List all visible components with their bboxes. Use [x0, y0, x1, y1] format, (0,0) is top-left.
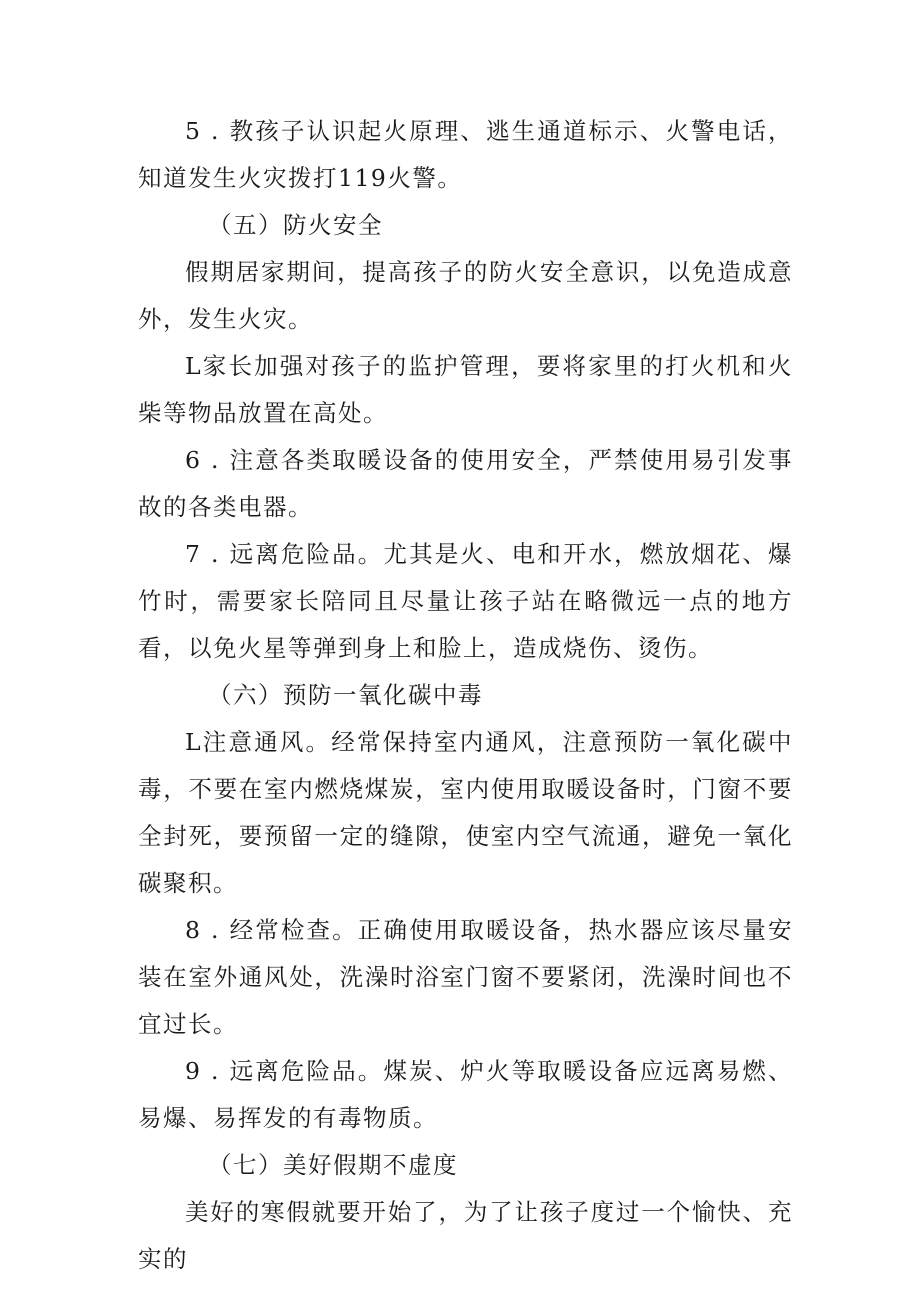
document-page	[138, 108, 793, 1283]
section-heading-fire-safety: （五）防火安全	[208, 211, 383, 239]
paragraph-holiday-intro: 美好的寒假就要开始了，为了让孩子度过一个愉快、充实的	[138, 1198, 793, 1273]
paragraph-item-5: 5 . 教孩子认识起火原理、逃生通道标示、火警电话，知道发生火灾拨打119火警。	[138, 117, 793, 192]
paragraph-fire-item-1: L家长加强对孩子的监护管理，要将家里的打火机和火柴等物品放置在高处。	[138, 352, 793, 427]
paragraph-co-item-1: L注意通风。经常保持室内通风，注意预防一氧化碳中毒，不要在室内燃烧煤炭，室内使用取暖设备时，门窗不要全封死，要预留一定的缝隙，使室内空气流通，避免一氧化碳聚积。	[138, 728, 793, 897]
paragraph-item-9: 9 . 远离危险品。煤炭、炉火等取暖设备应远离易燃、易爆、易挥发的有毒物质。	[138, 1057, 793, 1132]
paragraph-fire-intro: 假期居家期间，提高孩子的防火安全意识，以免造成意外，发生火灾。	[138, 258, 793, 333]
paragraph-item-8: 8 . 经常检查。正确使用取暖设备，热水器应该尽量安装在室外通风处，洗澡时浴室门窗不要紧闭，洗澡时间也不宜过长。	[138, 916, 793, 1038]
section-heading-holiday: （七）美好假期不虚度	[208, 1151, 458, 1179]
paragraph-item-7: 7 . 远离危险品。尤其是火、电和开水，燃放烟花、爆竹时，需要家长陪同且尽量让孩子站在略微远一点的地方看，以免火星等弹到身上和脸上，造成烧伤、烫伤。	[138, 540, 793, 662]
section-heading-co-poisoning: （六）预防一氧化碳中毒	[208, 681, 483, 709]
paragraph-item-6: 6 . 注意各类取暖设备的使用安全，严禁使用易引发事故的各类电器。	[138, 446, 793, 521]
